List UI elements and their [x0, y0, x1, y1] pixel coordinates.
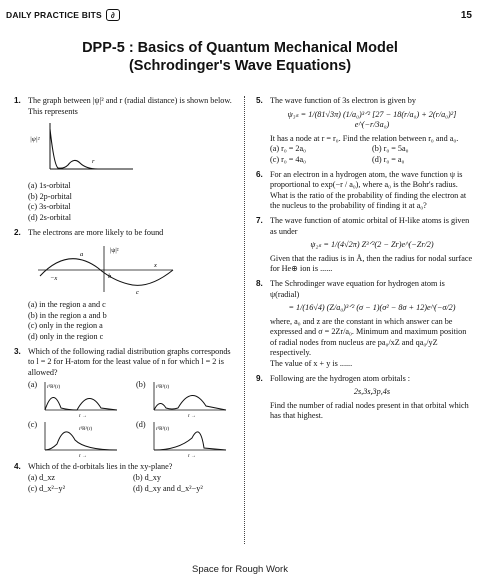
question-6 — [256, 170, 474, 212]
q1-graph-ylabel: |ψ|² — [30, 136, 40, 144]
svg-text:r →: r → — [187, 454, 196, 459]
question-text: For an electron in a hydrogen atom, the wave function ψ is proportional to exp(−r / a₀), where a₀ is the Bohr's radius. What is the ratio of the probability of finding the electron at the nucleus to the probability of finding it at a₀? — [270, 169, 467, 211]
q3-graph-d — [148, 420, 228, 458]
question-number: 1. — [14, 96, 21, 105]
q3-graph-a — [39, 380, 119, 418]
question-1 — [14, 96, 238, 224]
page-header — [6, 6, 472, 24]
question-text: The Schrodinger wave equation for hydrogen atom is ψ(radial) — [270, 278, 445, 299]
equation: ψ₂ₛ = 1/(4√2π) Z³ᐟ²(2 − Zr)e^(−Zr/2) — [310, 240, 434, 250]
page-number: 15 — [460, 9, 472, 21]
option-b: (b) 2p-orbital — [28, 191, 72, 201]
question-text-3: The value of x + y is ...... — [270, 359, 353, 369]
question-text-2: Find the number of radial nodes present in that orbital which has that highest. — [270, 400, 469, 421]
title-line-2: (Schrodinger's Wave Equations) — [128, 58, 352, 74]
question-2 — [14, 228, 238, 343]
question-text: Which of the following radial distribution graphs corresponds to l = 2 for H-atom for the least value of n for which l = 2 is allowed? — [28, 346, 231, 377]
question-text: The wave function of 3s electron is given by — [270, 96, 416, 105]
option-c: (c) r₀ = 4a₀ — [270, 154, 307, 164]
question-3 — [14, 347, 238, 459]
question-text: The electrons are more likely to be found — [28, 227, 164, 237]
option-c: (c) d_x²−y² — [28, 483, 66, 493]
question-text: The graph between |ψ|² and r (radial distance) is shown below. This represents — [28, 96, 232, 116]
option-d: (d) d_xy and d_x²−y² — [133, 483, 203, 493]
svg-text:a: a — [80, 251, 84, 259]
svg-text:r²R²(r): r²R²(r) — [155, 427, 169, 433]
question-number: 9. — [256, 373, 263, 383]
question-number: 2. — [14, 227, 21, 237]
svg-text:r →: r → — [79, 454, 88, 459]
q2-options — [28, 300, 238, 342]
right-column — [256, 96, 474, 426]
equation: = 1/(16√4) (Z/a₀)³ᐟ² (σ − 1)(σ² − 8σ + 12)e^(−σ/2) — [288, 303, 456, 313]
question-text: Which of the d-orbitals lies in the xy-plane? — [28, 462, 173, 472]
svg-text:b: b — [108, 273, 112, 281]
q1-graph-xlabel: r — [92, 158, 95, 166]
q1-options — [28, 181, 238, 223]
option-c: (c) r²R²(r) r → — [28, 420, 130, 458]
left-column — [14, 96, 238, 498]
svg-text:r²R²(r): r²R²(r) — [47, 385, 61, 391]
svg-text:r²R²(r): r²R²(r) — [79, 427, 93, 433]
option-a: (a) in the region a and c — [28, 300, 106, 310]
question-9 — [256, 374, 474, 422]
question-text-2: where, a₀ and z are the constant in which answer can be expressed and σ = 2Zr/a₀. Minimum and maximum position of radial nodes from nucleus are pa₀/xZ and qa₀/yZ respectively. — [270, 316, 467, 358]
brand-logo-icon: ∂ — [106, 9, 120, 21]
option-a: (a) d_xz — [28, 472, 56, 482]
option-d: (d) r₀ = a₀ — [372, 154, 405, 164]
q4-options — [28, 473, 238, 494]
svg-text:c: c — [136, 289, 139, 297]
question-text: Following are the hydrogen atom orbitals : — [270, 373, 411, 383]
svg-text:r²R²(r): r²R²(r) — [155, 385, 169, 391]
section-label: DAILY PRACTICE BITS — [6, 10, 102, 20]
q1-graph — [28, 119, 138, 179]
q3-graph-b — [148, 380, 228, 418]
option-a: (a) r₀ = 2a₀ — [270, 144, 307, 154]
rough-work-footer: Space for Rough Work — [192, 564, 288, 575]
orbital-list: 2s,3s,3p,4s — [353, 387, 391, 397]
option-d: (d) r²R²(r) r → — [136, 420, 238, 458]
svg-text:r →: r → — [187, 414, 196, 419]
option-a: (a) r²R²(r) r → — [28, 380, 130, 418]
option-d: (d) only in the region c — [28, 331, 104, 341]
header-left — [6, 9, 120, 21]
option-a: (a) 1s-orbital — [28, 181, 71, 191]
title-line-1: DPP-5 : Basics of Quantum Mechanical Model — [82, 40, 398, 56]
option-c: (c) only in the region a — [28, 321, 103, 331]
question-text-2: It has a node at r = r₀. Find the relation between r₀ and a₀. — [270, 133, 459, 143]
equation: ψ₃ₛ = 1/(81√3π) (1/a₀)³ᐟ² [27 − 18(r/a₀) + 2(r/a₀)²] e^(−r/3a₀) — [287, 109, 457, 130]
option-b: (b) r₀ = 5a₀ — [372, 144, 409, 154]
svg-text:−x: −x — [50, 275, 58, 283]
question-number: 7. — [256, 215, 263, 225]
question-number: 4. — [14, 462, 21, 472]
q3-options-graphs — [28, 380, 238, 458]
svg-text:r →: r → — [79, 414, 88, 419]
page-title — [0, 40, 480, 74]
question-text: The wave function of atomic orbital of H-like atoms is given as under — [270, 215, 470, 236]
question-text-2: Given that the radius is in Å, then the radius for nodal surface for He⊕ ion is ...... — [270, 253, 473, 274]
question-number: 5. — [256, 96, 263, 105]
q2-graph — [28, 240, 178, 298]
question-7 — [256, 216, 474, 275]
svg-text:x: x — [154, 262, 157, 270]
q3-graph-c — [39, 420, 119, 458]
option-b: (b) in the region a and b — [28, 310, 107, 320]
question-4 — [14, 462, 238, 494]
option-b: (b) r²R²(r) r → — [136, 380, 238, 418]
question-8 — [256, 279, 474, 370]
question-number: 6. — [256, 169, 263, 179]
column-divider — [244, 96, 245, 544]
question-number: 8. — [256, 278, 263, 288]
question-number: 3. — [14, 346, 21, 356]
option-c: (c) 3s-orbital — [28, 202, 71, 212]
option-b: (b) d_xy — [133, 472, 161, 482]
q5-options — [270, 144, 474, 165]
question-5 — [256, 96, 474, 166]
option-d: (d) 2s-orbital — [28, 212, 71, 222]
q2-graph-ylabel: |ψ|² — [110, 247, 119, 255]
